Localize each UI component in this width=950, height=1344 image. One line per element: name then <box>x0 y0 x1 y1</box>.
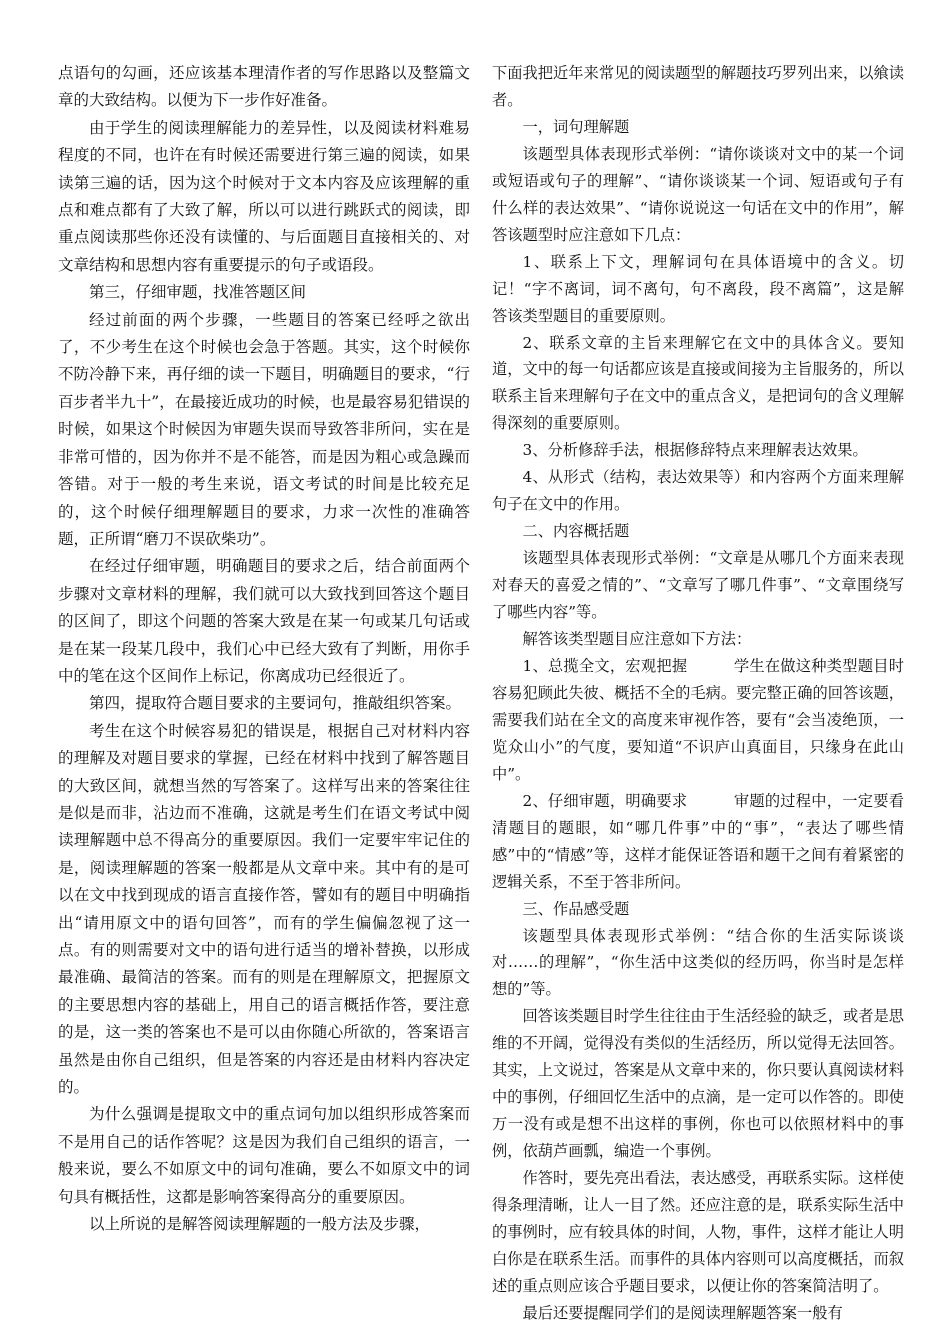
paragraph: 该题型具体表现形式举例：“文章是从哪几个方面来表现对春天的喜爱之情的”、“文章写了哪几件事”、“文章围绕写了哪些内容”等。 <box>492 549 904 622</box>
paragraph: 该题型具体表现形式举例：“结合你的生活实际谈谈对……的理解”，“你生活中这类似的经历吗，你当时是怎样想的”等。 <box>492 926 904 999</box>
paragraph: 作答时，要先亮出看法，表达感受，再联系实际。这样使得条理清晰，让人一目了然。还应注意的是，联系实际生活中的事例时，应有较具体的时间，人物，事件，这样才能让人明白你是在联系生活。而事件的具体内容则可以高度概括，而叙述的重点则应该合乎题目要求，以便让你的答案简洁明了。 <box>492 1169 904 1295</box>
paragraph: 经过前面的两个步骤，一些题目的答案已经呼之欲出了，不少考生在这个时候也会急于答题。其实，这个时候你不防冷静下来，再仔细的读一下题目，明确题目的要求，“行百步者半九十”，在最接近成功的时候，也是最容易犯错误的时候，如果这个时候因为审题失误而导致答非所问，实在是非常可惜的，因为你并不是不能答，而是因为粗心或急躁而答错。对于一般的考生来说，语文考试的时间是比较充足的，这个时候仔细理解题目的要求，力求一次性的准确答题，正所谓“磨刀不误砍柴功”。 <box>58 310 470 548</box>
list-item: 3、分析修辞手法，根据修辞特点来理解表达效果。 <box>522 441 868 460</box>
list-item: 2、联系文章的主旨来理解它在文中的具体含义。要知道，文中的每一句话都应该是直接或间接为主旨服务的，所以联系主旨来理解句子在文中的重点含义，是把词句的含义理解得深刻的重要原则。 <box>492 333 904 433</box>
section-heading: 二、内容概括题 <box>522 522 630 541</box>
paragraph: 由于学生的阅读理解能力的差异性，以及阅读材料难易程度的不同，也许在有时候还需要进行第三遍的阅读，如果读第三遍的话，因为这个时候对于文本内容及应该理解的重点和难点都有了大致了解，所以可以进行跳跃式的阅读，即重点阅读那些你还没有读懂的、与后面题目直接相关的、对文章结构和思想内容有重要提示的句子或语段。 <box>58 118 470 274</box>
paragraph: 最后还要提醒同学们的是阅读理解题答案一般有 <box>522 1303 843 1322</box>
paragraph: 考生在这个时候容易犯的错误是，根据自己对材料内容的理解及对题目要求的掌握，已经在材料中找到了解答题目的大致区间，就想当然的写答案了。这样写出来的答案往往是似是而非，沾边而不准确，这就是考生们在语文考试中阅读理解题中总不得高分的重要原因。我们一定要牢牢记住的是，阅读理解题的答案一般都是从文章中来。其中有的是可以在文中找到现成的语言直接作答，譬如有的题目中明确指出“请用原文中的语句回答”，而有的学生偏偏忽视了这一点。有的则需要对文中的语句进行适当的增补替换，以形成最准确、最简洁的答案。而有的则是在理解原文，把握原文的主要思想内容的基础上，用自己的语言概括作答，要注意的是，这一类的答案也不是可以由你随心所欲的，答案语言虽然是由你自己组织，但是答案的内容还是由材料内容决定的。 <box>58 721 470 1097</box>
right-column <box>492 60 904 1327</box>
paragraph: 为什么强调是提取文中的重点词句加以组织形成答案而不是用自己的话作答呢？这是因为我们自己组织的语言，一般来说，要么不如原文中的词句准确，要么不如原文中的词句具有概括性，这都是影响答案得高分的重要原因。 <box>58 1105 470 1206</box>
list-item: 1、总揽全文，宏观把握 学生在做这种类型题目时容易犯顾此失彼、概括不全的毛病。要完整正确的回答该题，需要我们站在全文的高度来审视作答，要有“会当凌绝顶，一览众山小”的气度，要知道“不识庐山真面目，只缘身在此山中”。 <box>492 656 904 783</box>
paragraph: 下面我把近年来常见的阅读题型的解题技巧罗列出来，以飨读者。 <box>492 64 904 109</box>
list-item: 4、从形式（结构，表达效果等）和内容两个方面来理解句子在文中的作用。 <box>492 468 904 514</box>
left-column <box>58 60 470 1238</box>
paragraph: 在经过仔细审题，明确题目的要求之后，结合前面两个步骤对文章材料的理解，我们就可以大致找到回答这个题目的区间了，即这个问题的答案大致是在某一句或某几句话或是在某一段某几段中，我们心中已经大致有了判断，用你手中的笔在这个区间作上标记，你离成功已经很近了。 <box>58 557 470 685</box>
section-heading: 一，词句理解题 <box>522 117 630 136</box>
section-heading: 第三，仔细审题，找准答题区间 <box>89 283 307 302</box>
paragraph: 以上所说的是解答阅读理解题的一般方法及步骤， <box>89 1215 431 1234</box>
section-heading: 第四，提取符合题目要求的主要词句，推敲组织答案。 <box>89 694 462 713</box>
paragraph: 解答该类型题目应注意如下方法： <box>522 630 752 649</box>
paragraph: 该题型具体表现形式举例：“请你谈谈对文中的某一个词或短语或句子的理解”、“请你谈谈某一个词、短语或句子有什么样的表达效果”、“请你说说这一句话在文中的作用”，解答该题型时应注意如下几点： <box>492 144 904 244</box>
paragraph: 回答该类题目时学生往往由于生活经验的缺乏，或者是思维的不开阔，觉得没有类似的生活经历，所以觉得无法回答。其实，上文说过，答案是从文章中来的，你只要认真阅读材料中的事例，仔细回忆生活中的点滴，是一定可以作答的。即使万一没有或是想不出这样的事例，你也可以依照材料中的事例，依葫芦画瓢，编造一个事例。 <box>492 1007 904 1161</box>
paragraph: 点语句的勾画，还应该基本理清作者的写作思路以及整篇文章的大致结构。以便为下一步作好准备。 <box>58 64 470 110</box>
list-item: 1、联系上下文，理解词句在具体语境中的含义。切记！“字不离词，词不离句，句不离段，段不离篇”，这是解答该类型题目的重要原则。 <box>492 252 904 325</box>
section-heading: 三、作品感受题 <box>522 899 630 918</box>
list-item: 2、仔细审题，明确要求 审题的过程中，一定要看清题目的题眼，如“哪几件事”中的“事”，“表达了哪些情感”中的“情感”等，这样才能保证答语和题干之间有着紧密的逻辑关系，不至于答非所问。 <box>492 791 904 891</box>
